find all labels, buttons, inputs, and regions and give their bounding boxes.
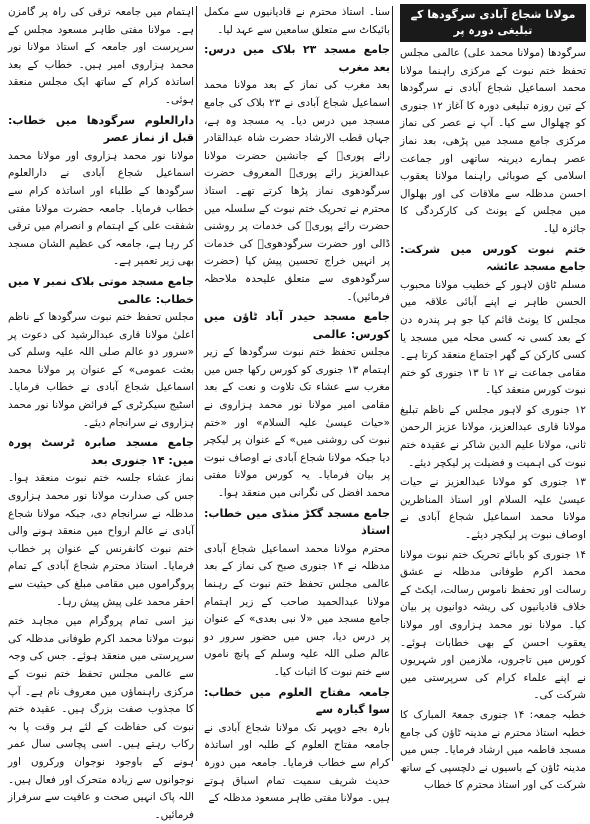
paragraph-text: مولانا نور محمد ہزاروی اور مولانا محمد اسماعیل شجاع آبادی نے دارالعلوم سرگودھا کے طلباء اور اساتذہ کرام سے خطاب فرمایا۔ جامعہ حضرت مولانا مفتی شفقت علی کے اہتمام و انصرام میں ترقی کر رہا ہے، جامعہ کی عظیم الشان مسجد بھی زیر تعمیر ہے۔: [8, 149, 194, 268]
column-body: [8, 4, 194, 824]
paragraph-text: مجلس تحفظ ختم نبوت سرگودھا کے زیر اہتمام ۱۳ جنوری کو کورس رکھا جس میں مغرب سے عشاء تک تلاوت و نعت کے بعد مقامی امیر مولانا نور محمد ہزاروی نے «حیات عیسیٰ علیہ السلام» اور «ختم نبوت کی روشنی میں» کے عنوان پر لیکچر دیا جبکہ مولانا شجاع آبادی نے اوصاف نبوت پر بیان فرمایا۔ یہ کورس مولانا مفتی محمد افضل کی نگرانی میں منعقد ہوا۔: [204, 346, 390, 500]
paragraph: [400, 707, 586, 795]
paragraph-text: ۱۲ جنوری کو لاہور مجلس کے ناظم تبلیغ مولانا قاری عبدالعزیز، مولانا عزیز الرحمن ثانی، مولانا علیم الدین شاکر نے عقیدہ ختم نبوت کی اہمیت و فضیلت پر لیکچر دیئے۔: [400, 403, 586, 469]
column-divider: [196, 6, 197, 761]
paragraph: [400, 547, 586, 705]
section-heading: ختم نبوت کورس میں شرکت: جامع مسجد عائشہ: [400, 242, 586, 274]
section-heading: جامع مسجد ۲۳ بلاک میں درس: بعد مغرب: [204, 43, 390, 74]
column-left: [8, 4, 195, 821]
paragraph: [400, 402, 586, 472]
paragraph: [8, 4, 194, 110]
paragraph-text: اہتمام میں جامعہ ترقی کی راہ پر گامزن ہے۔ مولانا مفتی طاہر مسعود مجلس کے سرپرست اور جامعہ کے استاذ مولانا نور محمد ہزاروی امیر ہیں۔ خطاب کے بعد اساتذہ کرام کے ساتھ ایک مجلس منعقد ہوئی۔: [8, 6, 194, 106]
paragraph: [8, 470, 194, 611]
section-heading: جامع مسجد صابرہ ٹرسٹ پورہ میں: ۱۴ جنوری بعد: [8, 436, 194, 467]
paragraph-text: مجلس تحفظ ختم نبوت سرگودھا کے ناظم اعلیٰ مولانا قاری عبدالرشید کی دعوت پر «سرور دو عالم صلی اللہ علیہ وسلم کی بعثت عمومی» کے عنوان پر مولانا محمد اسماعیل شجاع آبادی نے خطاب فرمایا۔ اسٹیج سیکرٹری کے فرائض مولانا نور محمد ہزاروی نے سرانجام دیئے۔: [8, 311, 194, 429]
column-divider: [392, 6, 393, 761]
paragraph-text: نیز اسی تمام پروگرام میں مجاہد ختم نبوت مولانا محمد اکرم طوفانی مدظلہ کی سرپرستی میں منعقد ہوئے۔ جس کی وجہ سے عالمی مجلس تحفظ ختم نبوت کے مرکزی راہنماؤں میں معروف نام ہے۔ آپ کا مجذوب صفت بزرگ ہیں۔ عقیدہ ختم نبوت کی حفاظت کے لئے ہر وقت پا بہ رکاب رہتے ہیں۔ اسی پچاسی سال عمر ہونے کے باوجود نوجوان ورکروں اور نوجوانوں سے زیادہ متحرک اور فعال ہیں۔ اللہ پاک انہیں صحت و عافیت سے سرفراز فرمائیں۔: [8, 615, 194, 821]
paragraph: [204, 541, 390, 682]
paragraph: [204, 720, 390, 808]
article-headline: مولانا شجاع آبادی سرگودھا کے تبلیغی دورہ پر: [400, 4, 586, 42]
paragraph-text: ۱۴ جنوری کو بابائے تحریک ختم نبوت مولانا محمد اکرم طوفانی مدظلہ نے عشق رسالت اور تحفظ ناموس رسالت، ایکٹ کے خلاف قادیانیوں کی ریشہ دوانیوں پر بیان کیا۔ مولانا نور محمد ہزاروی اور مولانا یعقوب احسن کے بھی خطابات ہوئے۔ کورس میں تاجروں، ملازمین اور شہریوں نے اپنے علماء کرام کی سرپرستی میں شرکت کی۔: [400, 548, 586, 702]
section-heading: جامعہ مفتاح العلوم میں خطاب: سوا گیارہ سے: [204, 685, 390, 717]
section-heading: جامع مسجد گکڑ منڈی میں خطاب: استاذ: [204, 506, 390, 538]
paragraph-text: سرگودھا (مولانا محمد علی) عالمی مجلس تحفظ ختم نبوت کے مرکزی راہنما مولانا محمد اسماعیل شجاع آبادی نے سرگودھا کے تین روزہ تبلیغی دورہ کا آغاز ۱۲ جنوری کو چھلوال سے کیا۔ آپ نے عصر کی نماز مرکزی جامع مسجد میں پڑھی، بعد نماز عصر ہمارے دیرینہ ساتھی اور جماعت اسلامی کے صوبائی راہنما مولانا یعقوب احسن مدظلہ سے ملاقات کی اور بھلوال میں مجلس کے یونٹ کی کارکردگی کا جائزہ لیا۔: [400, 47, 586, 235]
paragraph: [8, 613, 194, 824]
paragraph-text: محترم مولانا محمد اسماعیل شجاع آبادی مدظلہ نے ۱۴ جنوری صبح کی نماز کے بعد عالمی مجلس تحفظ ختم نبوت کے رہنما مولانا عبدالحمید صاحب کے زیر اہتمام جامع مسجد میں «لا نبی بعدی» کے عنوان پر درس دیا، جس میں حضور سرور دو عالم صلی اللہ علیہ وسلم کے پانچ ناموں سے ختم نبوت کا اثبات کیا۔: [204, 542, 390, 678]
paragraph-text: بعد مغرب کی نماز کے بعد مولانا محمد اسماعیل شجاع آبادی نے ۲۳ بلاک کی جامع مسجد میں درس دیا۔ یہ مسجد وہ ہے، جہاں قطب الارشاد حضرت شاہ عبدالقادر رائے پوریؒ کے جانشین حضرت مولانا عبدالعزیز رائے پوریؒ المعروف حضرت سرگودھوی نماز پڑھا کرتے تھے۔ استاذ محترم نے تحریک ختم نبوت کے سلسلہ میں حضرت رائے پوریؒ کی خدمات پر روشنی ڈالی اور حضرت سرگودھویؒ کی خدمات پر انہیں خراج تحسین پیش کیا (حضرت سرگودھوی سے متعلق علیحدہ ملاحظہ فرمائیں)۔: [204, 79, 390, 303]
paragraph-text: نماز عشاء جلسہ ختم نبوت منعقد ہوا۔ جس کی صدارت مولانا نور محمد ہزاروی مدظلہ نے سرانجام دی، جبکہ مولانا شجاع آبادی نے عالم ارواح میں منعقد ہونے والی ختم نبوت کانفرنس کے عنوان پر خطاب فرمایا۔ استاذ محترم شجاع آبادی کے تمام پروگراموں میں مقامی مبلغ کی حیثیت سے احقر محمد علی پیش پیش رہا۔: [8, 472, 194, 608]
paragraph: [8, 148, 194, 271]
column-right: [400, 4, 586, 792]
section-heading: جامع مسجد حیدر آباد ٹاؤن میں کورس: عالمی: [204, 310, 390, 341]
paragraph: [204, 344, 390, 502]
column-middle: [204, 4, 390, 805]
paragraph-text: خطبہ جمعہ: ۱۴ جنوری جمعۃ المبارک کا خطبہ استاذ محترم نے مدینہ ٹاؤن کی جامع مسجد فاطمہ میں ارشاد فرمایا۔ جس میں مدینہ ٹاؤن کے باسیوں نے دلچسپی کے ساتھ شرکت کی اور استاذ محترم کا خطاب: [400, 708, 586, 792]
column-body: [204, 4, 390, 808]
paragraph-text: سنا۔ استاذ محترم نے قادیانیوں سے مکمل بائیکاٹ سے متعلق سامعین سے عہد لیا۔: [204, 6, 390, 36]
paragraph-text: بارہ بجے دوپہر تک مولانا شجاع آبادی نے جامعہ مفتاح العلوم کے طلبہ اور اساتذہ کرام سے خطاب فرمایا۔ جامعہ میں دورہ حدیث شریف سمیت تمام اسباق ہوتے ہیں۔ مولانا مفتی طاہر مسعود مدظلہ کے: [204, 721, 390, 805]
paragraph-text: مسلم ٹاؤن لاہور کے خطیب مولانا محبوب الحسن طاہر نے اپنے آبائی علاقہ میں مجلس کا یونٹ قائم کیا جو ہر پندرہ دن کے بعد کسی نہ کسی محلہ میں مسجد یا کسی کارکن کے گھر اجتماع منعقد کرتا ہے۔ مقامی جماعت نے ۱۲ تا ۱۳ جنوری کو ختم نبوت کورس منعقد کیا۔: [400, 278, 586, 397]
section-heading: جامع مسجد موتی بلاک نمبر ۷ میں خطاب: عالمی: [8, 274, 195, 306]
paragraph: [8, 309, 194, 432]
paragraph: [400, 45, 586, 239]
column-body: [400, 45, 586, 795]
paragraph: [400, 474, 586, 544]
paragraph: [204, 77, 390, 306]
paragraph: [204, 4, 390, 39]
paragraph-text: ۱۳ جنوری کو مولانا عبدالعزیز نے حیات عیسیٰ علیہ السلام اور استاذ المناظرین مولانا محمد اسماعیل شجاع آبادی نے اوصاف نبوت پر لیکچر دیئے۔: [400, 476, 586, 542]
section-heading: دارالعلوم سرگودھا میں خطاب: قبل از نماز عصر: [8, 113, 194, 145]
paragraph: [400, 277, 586, 400]
